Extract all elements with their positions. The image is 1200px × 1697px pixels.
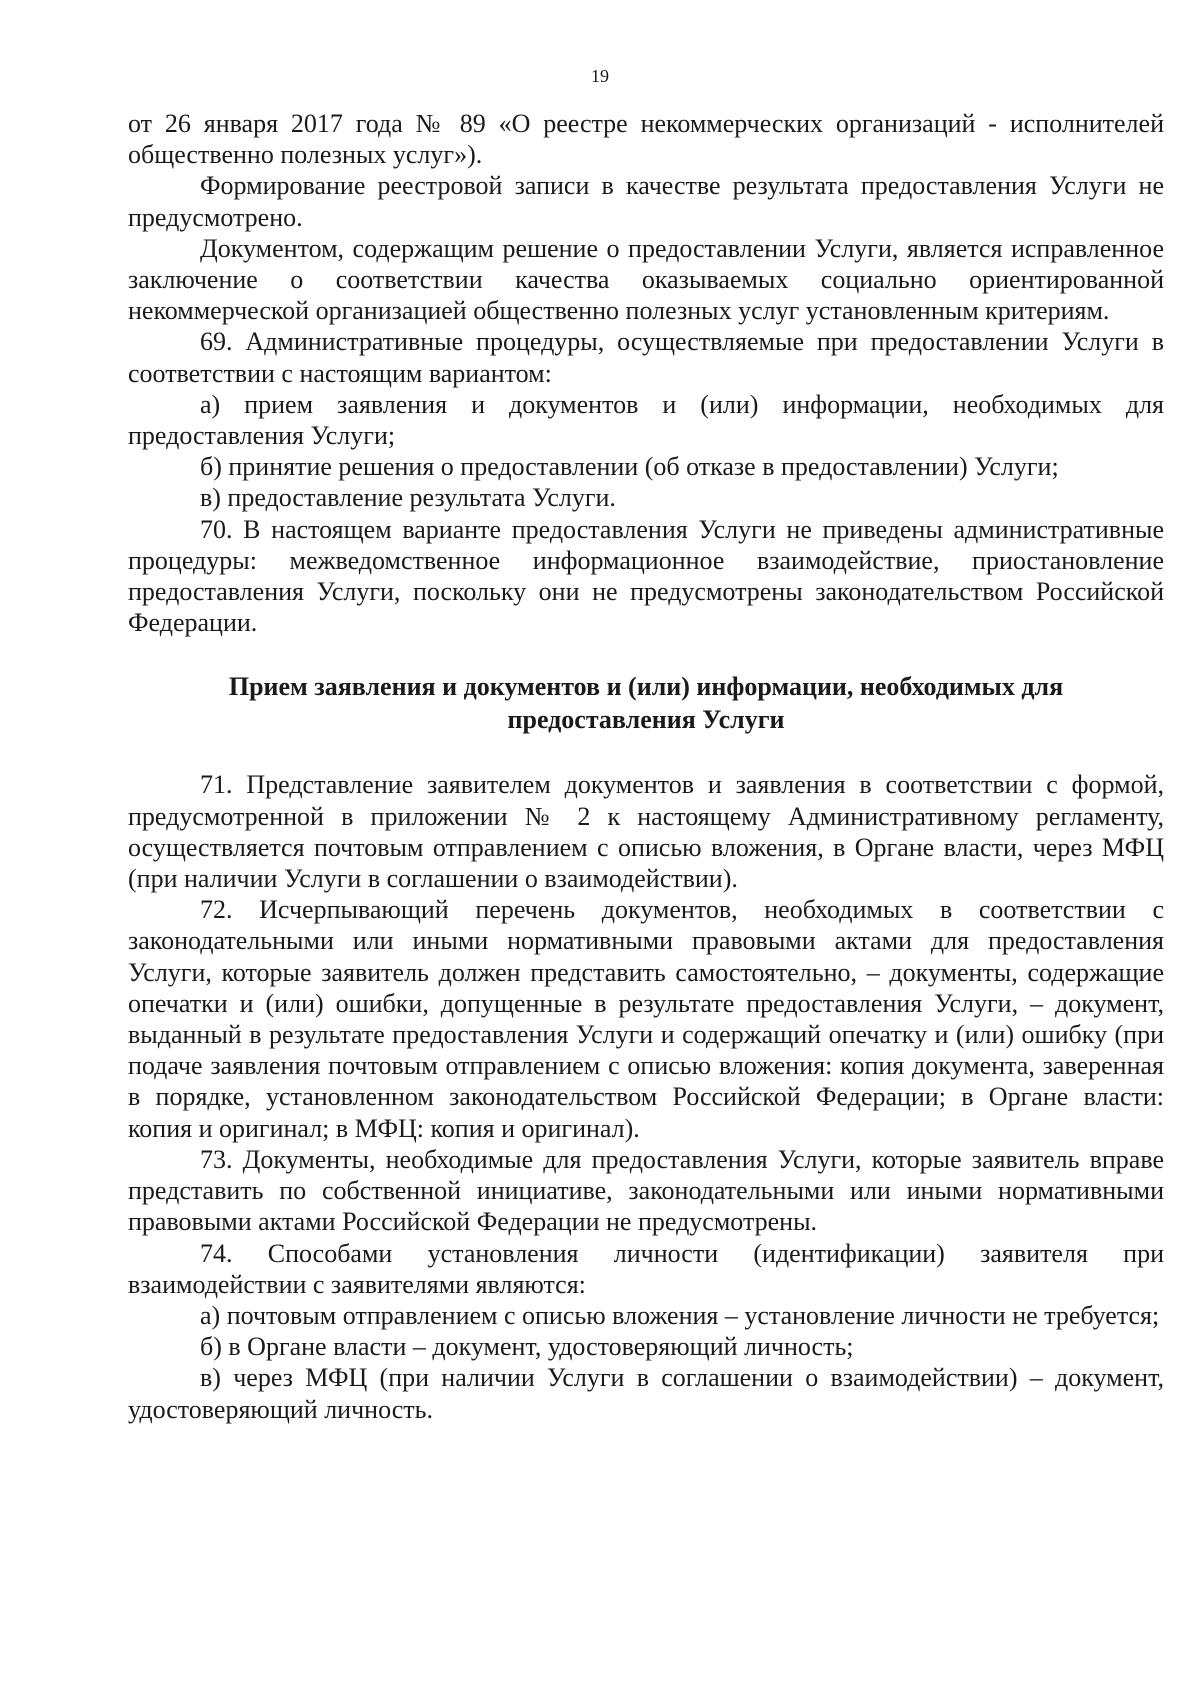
- paragraph: в) через МФЦ (при наличии Услуги в соглашении о взаимодействии) – документ, удостоверяющий личность.: [128, 1363, 1164, 1424]
- paragraph: б) в Органе власти – документ, удостоверяющий личность;: [200, 1332, 854, 1362]
- document-body: [128, 108, 1164, 1425]
- paragraph: 69. Административные процедуры, осуществляемые при предоставлении Услуги в соответствии с настоящим вариантом:: [128, 327, 1164, 388]
- paragraph: а) почтовым отправлением с описью вложения – установление личности не требуется;: [200, 1300, 1160, 1330]
- paragraph: от 26 января 2017 года № 89 «О реестре некоммерческих организаций - исполнителей общественно полезных услуг»).: [128, 109, 1164, 170]
- page-number: 19: [591, 66, 609, 86]
- paragraph: 71. Представление заявителем документов и заявления в соответствии с формой, предусмотренной в приложении № 2 к настоящему Административному регламенту, осуществляется почтовым отправлением с описью вложения, в Органе власти, через МФЦ (при наличии Услуги в соглашении о взаимодействии).: [128, 770, 1164, 894]
- paragraph: а) прием заявления и документов и (или) информации, необходимых для предоставления Услуги;: [128, 389, 1164, 451]
- paragraph: б) принятие решения о предоставлении (об отказе в предоставлении) Услуги;: [200, 452, 1059, 482]
- paragraph: Документом, содержащим решение о предоставлении Услуги, является исправленное заключение о соответствии качества оказываемых социально ориентированной некоммерческой организацией общественно полезных услуг установленным критериям.: [128, 233, 1164, 326]
- paragraph: Формирование реестровой записи в качестве результата предоставления Услуги не предусмотрено.: [128, 171, 1164, 232]
- section-title: Прием заявления и документов и (или) информации, необходимых для предоставления Услуги: [228, 672, 1064, 735]
- paragraphs-after-section: [128, 769, 1164, 1424]
- paragraphs-before-section: [128, 108, 1164, 638]
- paragraph: 72. Исчерпывающий перечень документов, необходимых в соответствии с законодательными или иными нормативными правовыми актами для предоставления Услуги, которые заявитель должен представить самостоятельно, – документы, содержащие опечатки и (или) ошибки, допущенные в результате предоставления Услуги, – документ, выданный в результате предоставления Услуги и содержащий опечатку и (или) ошибку (при подаче заявления почтовым отправлением с описью вложения: копия документа, заверенная в порядке, установленном законодательством Российской Федерации; в Органе власти: копия и оригинал; в МФЦ: копия и оригинал).: [128, 895, 1164, 1143]
- paragraph: 73. Документы, необходимые для предоставления Услуги, которые заявитель вправе представить по собственной инициативе, законодательными или иными нормативными правовыми актами Российской Федерации не предусмотрены.: [128, 1144, 1164, 1237]
- paragraph: 70. В настоящем варианте предоставления Услуги не приведены административные процедуры: межведомственное информационное взаимодействие, приостановление предоставления Услуги, поскольку они не предусмотрены законодательством Российской Федерации.: [128, 514, 1164, 638]
- paragraph: 74. Способами установления личности (идентификации) заявителя при взаимодействии с заявителями являются:: [128, 1238, 1164, 1299]
- paragraph: в) предоставление результата Услуги.: [200, 483, 616, 513]
